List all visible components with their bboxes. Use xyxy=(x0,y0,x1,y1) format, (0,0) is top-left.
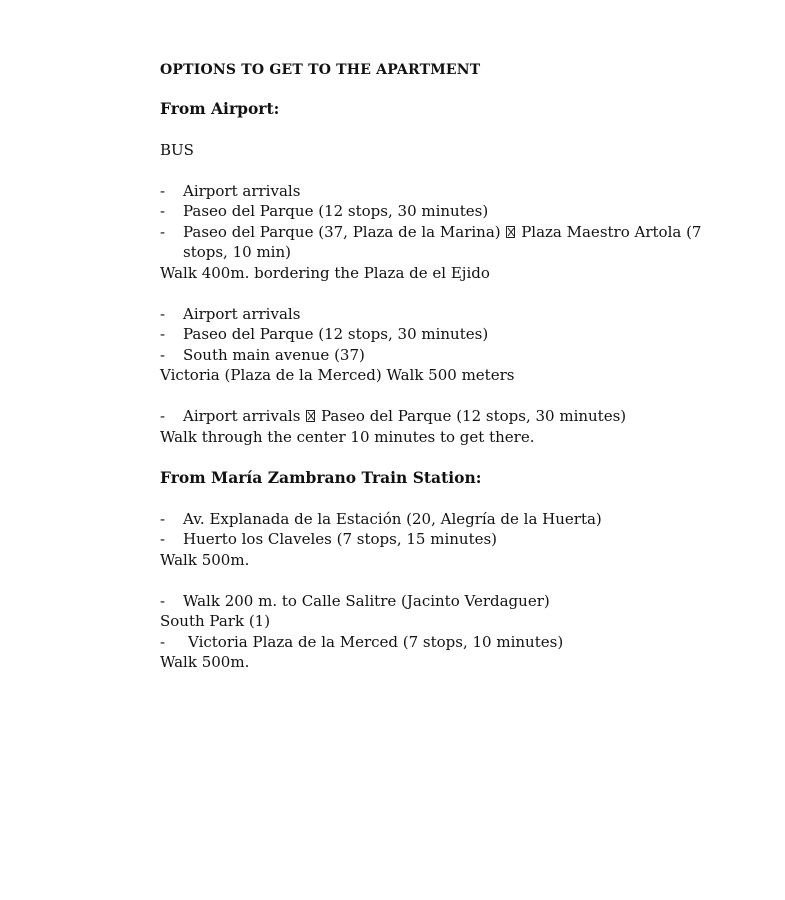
list-item: - Paseo del Parque (12 stops, 30 minutes) xyxy=(160,325,489,343)
list-item: - Airport arrivals Paseo del Parque (12 stops, 30 minutes) xyxy=(160,407,627,425)
bullet-dash: - xyxy=(160,530,166,548)
bullet-dash: - xyxy=(160,304,166,323)
list-item: - Av. Explanada de la Estación (20, Alegría de la Huerta) xyxy=(160,509,602,528)
walk-instruction: Victoria (Plaza de la Merced) Walk 500 meters xyxy=(160,366,515,384)
list-item: - Paseo del Parque (12 stops, 30 minutes) xyxy=(160,202,489,220)
list-item: - Walk 200 m. to Calle Salitre (Jacinto Verdaguer) xyxy=(160,591,550,610)
list-item: - Victoria Plaza de la Merced (7 stops, 10 minutes) xyxy=(160,632,564,651)
walk-instruction: Walk 500m. xyxy=(160,653,250,671)
list-item: - South main avenue (37) xyxy=(160,345,365,364)
walk-instruction: Walk 500m. xyxy=(160,550,250,569)
airport-heading: From Airport: xyxy=(160,98,280,118)
list-item: - Airport arrivals xyxy=(160,181,301,200)
walk-instruction: Walk 400m. bordering the Plaza de el Ejido xyxy=(160,263,490,282)
train-heading: From María Zambrano Train Station: xyxy=(160,467,482,487)
list-item: - Paseo del Parque (37, Plaza de la Marina) Plaza Maestro Artola (7 stops, 10 min) xyxy=(160,222,702,261)
arrow-icon xyxy=(306,410,315,422)
bullet-dash: - xyxy=(160,591,166,610)
bullet-dash: - xyxy=(160,202,166,220)
bullet-dash: - xyxy=(160,345,166,364)
bullet-dash: - xyxy=(160,181,166,200)
bullet-dash: - xyxy=(160,407,166,425)
bullet-dash: - xyxy=(160,632,166,651)
list-item: - Airport arrivals xyxy=(160,304,301,323)
arrow-icon xyxy=(506,226,515,238)
bus-line: South Park (1) xyxy=(160,612,271,630)
document-body xyxy=(160,60,720,673)
document-title: OPTIONS TO GET TO THE APARTMENT xyxy=(160,62,481,78)
bullet-dash: - xyxy=(160,222,166,241)
list-item: - Huerto los Claveles (7 stops, 15 minutes) xyxy=(160,530,498,548)
bullet-dash: - xyxy=(160,509,166,528)
transport-mode: BUS xyxy=(160,140,194,159)
walk-instruction: Walk through the center 10 minutes to get there. xyxy=(160,427,535,446)
bullet-dash: - xyxy=(160,325,166,343)
